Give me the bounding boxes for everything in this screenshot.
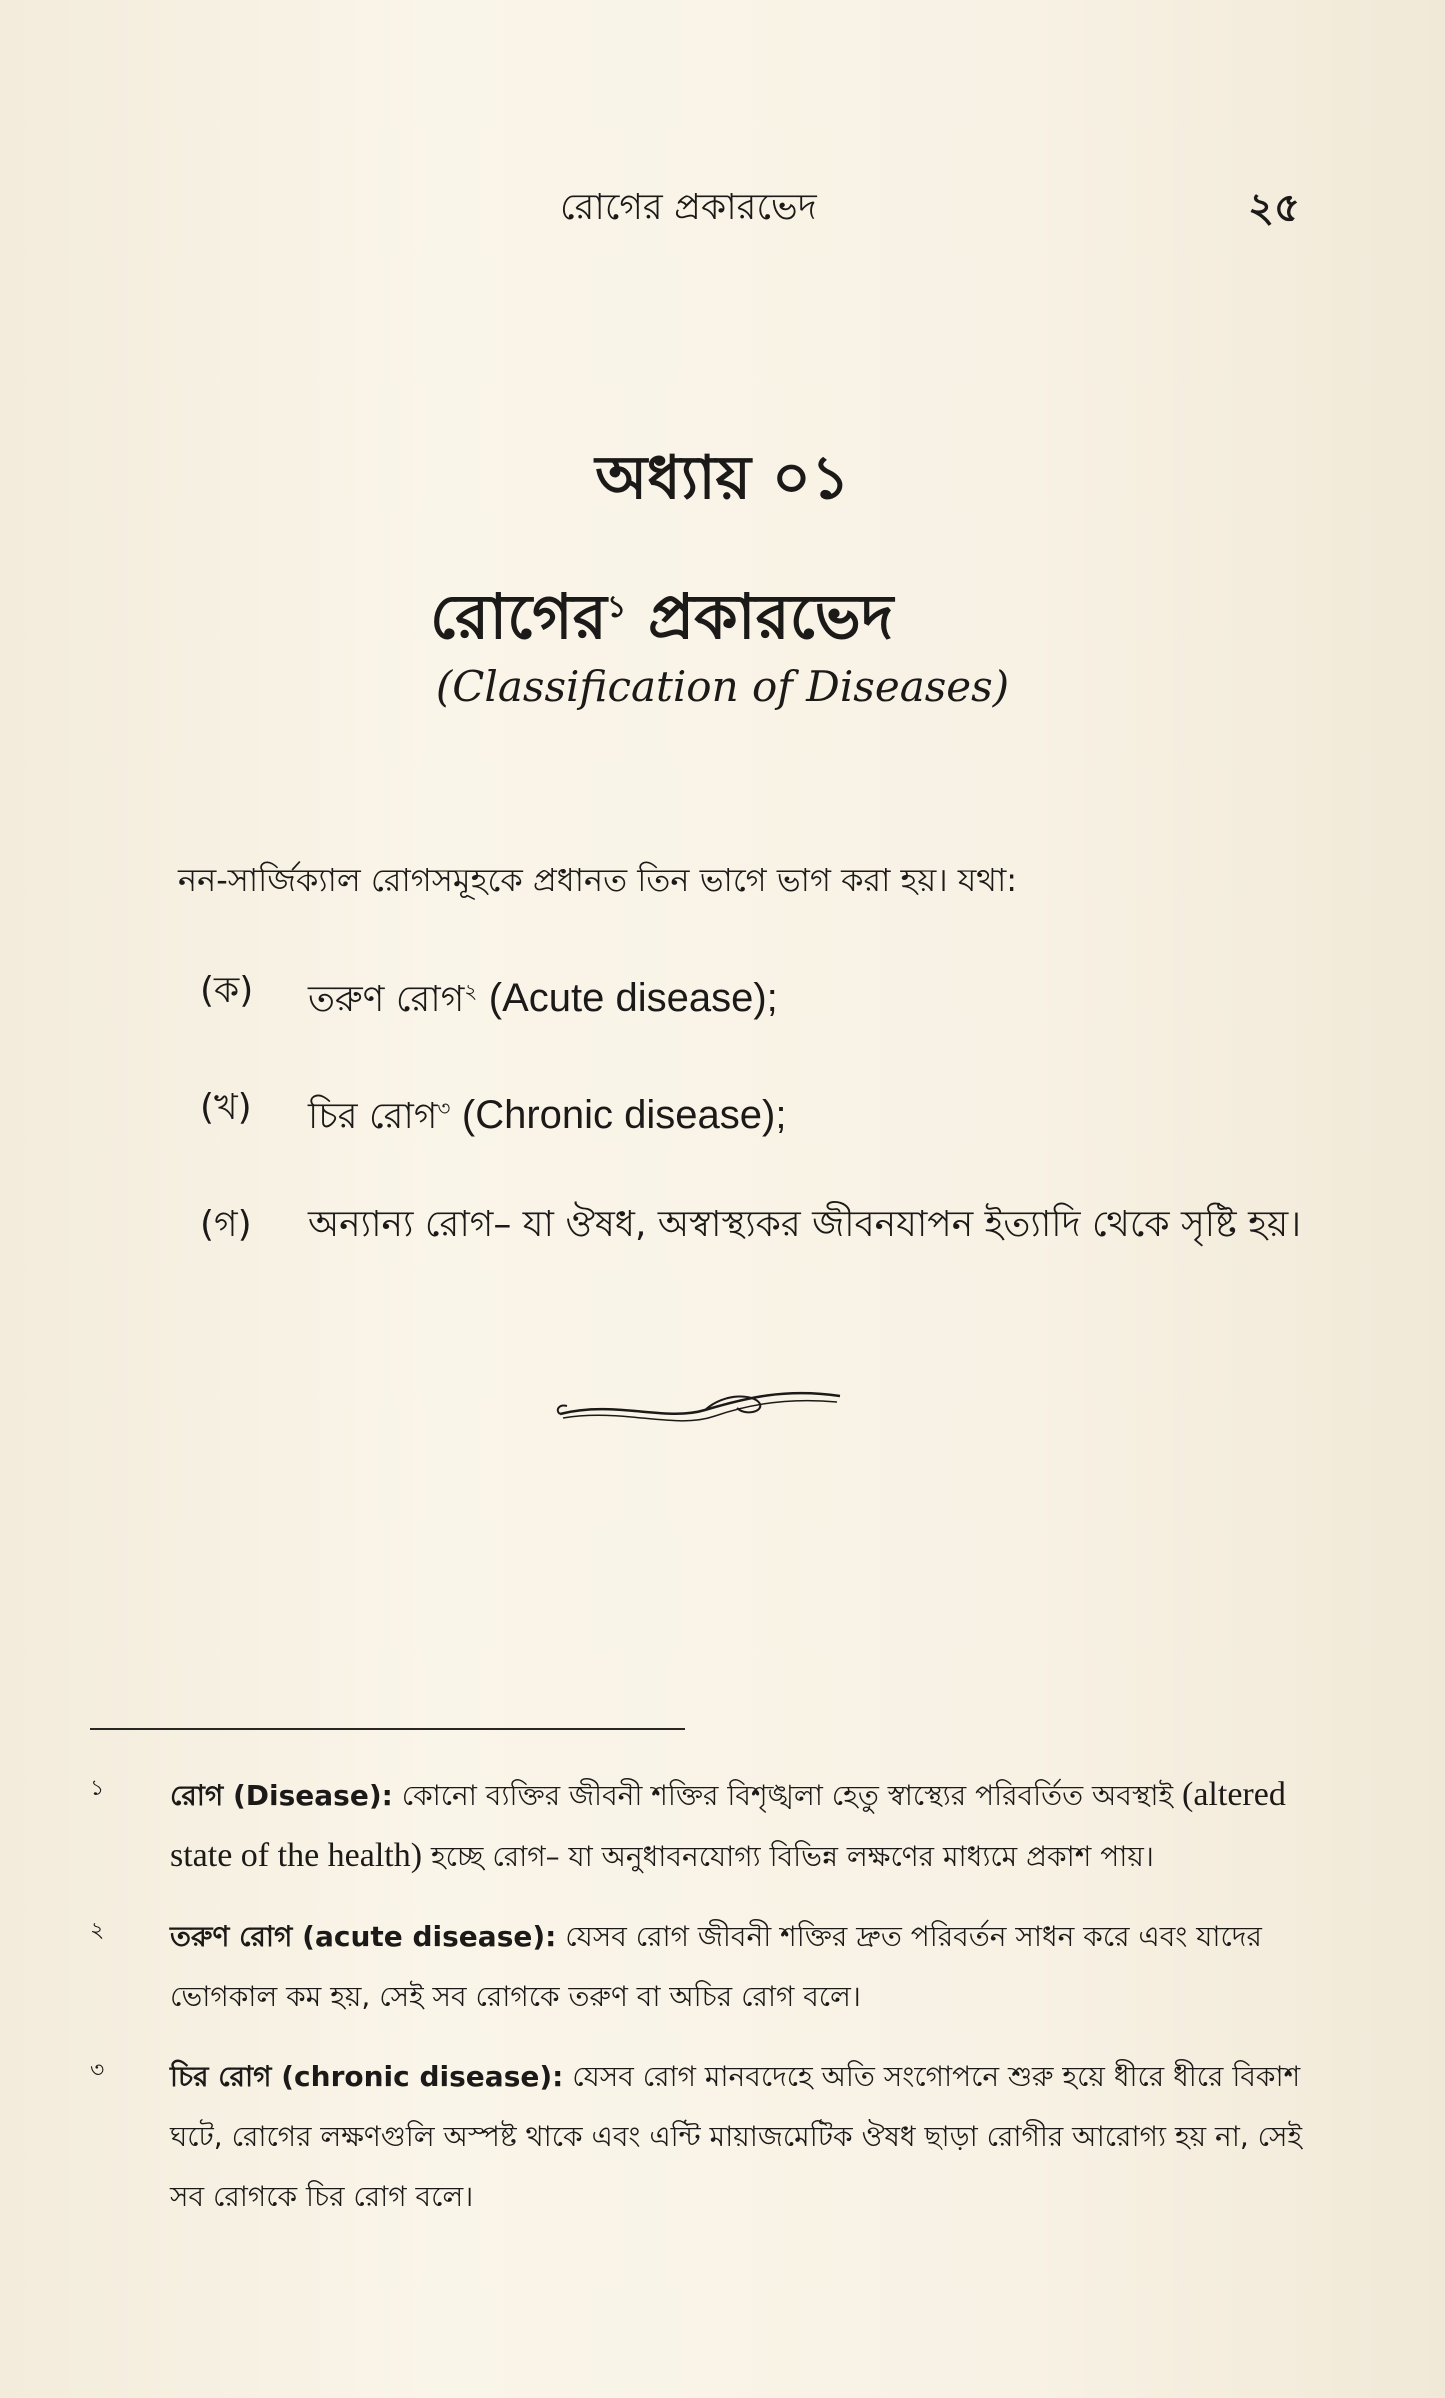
footnote-1 — [90, 1765, 1310, 1887]
footnote-ref-2: ২ — [464, 979, 478, 1003]
footnote-text: করে এবং যাদের ভোগকাল কম হয়, সেই সব রোগকে তরুণ বা অচির রোগ বলে। — [170, 1920, 1262, 2013]
list-item-en: (Chronic disease); — [461, 1093, 787, 1137]
footnote-number: ১ — [90, 1776, 105, 1801]
footnote-rule — [90, 1728, 685, 1730]
list-item-acute — [200, 958, 1330, 1033]
list-marker: (গ) — [200, 1204, 252, 1245]
intro-paragraph: নন-সার্জিক্যাল রোগসমূহকে প্রধানত তিন ভাগে ভাগ করা হয়। যথা: — [178, 861, 1018, 899]
footnote-text: কোনো ব্যক্তির জীবনী শক্তির বিশৃঙ্খলা হেতু স্বাস্থ্যের পরিবর্তিত — [401, 1779, 1084, 1812]
chapter-subtitle: (Classification of Diseases) — [435, 662, 1010, 711]
footnote-term: রোগ (Disease): — [170, 1779, 393, 1812]
footnote-term: তরুণ রোগ (acute disease): — [170, 1920, 557, 1953]
footnote-text: হচ্ছে রোগ– যা অনুধাবনযোগ্য বিভিন্ন — [430, 1840, 839, 1873]
footnote-text: লক্ষণের মাধ্যমে প্রকাশ পায়। — [846, 1840, 1154, 1873]
footnote-number: ২ — [90, 1918, 105, 1943]
footnote-text: অবস্থাই — [1092, 1779, 1174, 1812]
footnote-text: যেসব রোগ মানবদেহে অতি সংগোপনে শুরু হয়ে — [572, 2060, 1105, 2093]
chapter-label: অধ্যায় ০১ — [595, 443, 850, 513]
classification-list — [200, 958, 1330, 1300]
footnote-ref-3: ৩ — [437, 1096, 451, 1120]
page-number: ২৫ — [1248, 185, 1300, 231]
chapter-title-word: রোগের — [430, 580, 607, 653]
running-head: রোগের প্রকারভেদ — [560, 187, 817, 228]
list-item-bn: অন্যান্য রোগ– যা ঔষধ, অস্বাস্থ্যকর জীবনযাপন ইত্যাদি থেকে সৃষ্টি হয়। — [308, 1204, 1302, 1245]
list-item-other — [200, 1192, 1330, 1258]
ornament-divider-icon — [555, 1382, 845, 1432]
footnote-text: ছাড়া রোগীর আরোগ্য হয় না, সেই সব রোগকে চির রোগ বলে। — [170, 2120, 1303, 2213]
list-item-bn: চির রোগ — [308, 1096, 438, 1137]
chapter-title-rest: প্রকারভেদ — [647, 580, 894, 653]
list-item-en: (Acute disease); — [488, 976, 778, 1020]
footnote-3 — [90, 2047, 1310, 2227]
list-item-chronic — [200, 1075, 1330, 1150]
footnote-text-en: (altered state of the health) — [170, 1776, 1286, 1874]
list-item-bn: তরুণ রোগ — [308, 979, 465, 1020]
footnote-text: ধীরে ধীরে বিকাশ ঘটে, রোগের লক্ষণগুলি অস্পষ্ট থাকে এবং এন্টি মায়াজমেটিক ঔষধ — [170, 2060, 1301, 2153]
footnote-2 — [90, 1907, 1310, 2027]
footnote-ref-1: ১ — [606, 589, 627, 625]
chapter-title — [430, 570, 893, 673]
footnote-text: যেসব রোগ জীবনী শক্তির দ্রুত পরিবর্তন সাধন — [565, 1920, 1075, 1953]
footnote-term: চির রোগ (chronic disease): — [170, 2060, 564, 2093]
list-marker: (খ) — [200, 1087, 252, 1128]
footnotes — [90, 1765, 1310, 2247]
list-marker: (ক) — [200, 970, 254, 1011]
footnote-number: ৩ — [90, 2058, 105, 2083]
